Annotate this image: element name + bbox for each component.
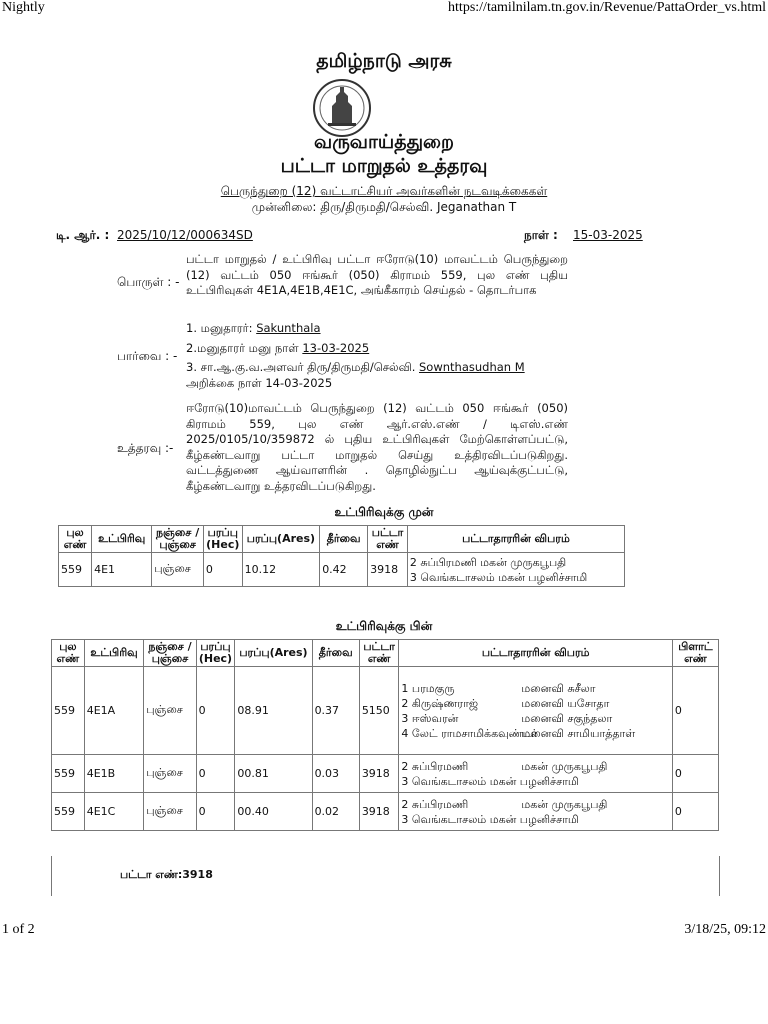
after-table (51, 639, 719, 831)
owner-relation: மனைவி சாமியாத்தாள் (521, 726, 636, 740)
cell-patta: 3918 (359, 793, 399, 831)
cell-type: புஞ்சை (144, 793, 196, 831)
col-header: பிளாட் எண் (672, 640, 718, 667)
owner-line (401, 681, 670, 696)
cell-owners (399, 667, 673, 755)
dept-title: வருவாய்த்துறை (314, 131, 454, 153)
owner-name: 2 சுப்பிரமணி (401, 797, 469, 811)
date-label: நாள் : (524, 228, 558, 242)
owner-name: 4 லேட் ராமசாமிக்கவுண்டர் (401, 726, 538, 740)
owner-name: 3 வெங்கடாசலம் மகன் பழனிச்சாமி (401, 812, 579, 826)
order-title: பட்டா மாறுதல் உத்தரவு (280, 155, 488, 177)
owner-name: 2 சுப்பிரமணி (401, 759, 469, 773)
cell-type: புஞ்சை (144, 667, 196, 755)
owner-line: 3 வெங்கடாசலம் மகன் பழனிச்சாமி (409, 570, 588, 584)
cell-patta: 3918 (368, 553, 408, 587)
col-header: தீர்வை (320, 526, 368, 553)
cell-sub: 4E1 (92, 553, 152, 587)
cell-tax: 0.03 (312, 755, 359, 793)
col-header: நஞ்சை / புஞ்சை (152, 526, 204, 553)
cell-tax: 0.42 (320, 553, 368, 587)
owner-line (401, 797, 670, 812)
col-header: பரப்பு(Ares) (235, 640, 312, 667)
cell-survey: 559 (59, 553, 92, 587)
table-row (59, 553, 625, 587)
cell-tax: 0.02 (312, 793, 359, 831)
cell-plot: 0 (672, 793, 718, 831)
ref-petitioner-label: 1. மனுதாரர்: (186, 321, 257, 335)
cell-tax: 0.37 (312, 667, 359, 755)
owner-line (401, 726, 670, 741)
gov-title: தமிழ்நாடு அரசு (316, 50, 452, 72)
cell-type: புஞ்சை (144, 755, 196, 793)
cell-hec: 0 (203, 553, 242, 587)
presence-line: முன்னிலை: திரு/திருமதி/செல்வி. Jeganathan T (251, 200, 517, 214)
ref-surveyor: Sownthasudhan M (419, 360, 525, 374)
owner-relation: மகன் முருகபூபதி (521, 759, 608, 773)
cell-owners (407, 553, 624, 587)
owner-relation: மனைவி யசோதா (521, 696, 610, 710)
subject-text: பட்டா மாறுதல் / உட்பிரிவு பட்டா ஈரோடு(10) மாவட்டம் பெருந்துறை (12) வட்டம் 050 ஈங்கூர் (050) கிராமம் 559, புல எண் புதிய உட்பிரிவுகள் 4E1A,4E1B,4E1C, அங்கீகாரம் செய்தல் - தொடர்பாக (186, 252, 568, 297)
cell-ares: 00.40 (235, 793, 312, 831)
cell-owners (399, 755, 673, 793)
col-header: புல எண் (52, 640, 85, 667)
owner-relation: மனைவி சகுந்தலா (521, 711, 613, 725)
owner-line: 2 சுப்பிரமணி மகன் முருகபூபதி (409, 555, 567, 569)
col-header: பட்டா எண் (368, 526, 408, 553)
col-header: உட்பிரிவு (92, 526, 152, 553)
ref-surveyor-label: 3. சா.ஆ.கு.வ.அளவர் திரு/திருமதி/செல்வி. (186, 360, 419, 374)
order-date: 15-03-2025 (573, 228, 643, 242)
ref-petitioner: Sakunthala (256, 321, 321, 335)
cell-sub: 4E1B (84, 755, 144, 793)
proceedings-line: பெருந்துறை (12) வட்டாட்சியர் அவர்களின் நடவடிக்கைகள் (220, 184, 548, 198)
cell-ares: 10.12 (242, 553, 320, 587)
owner-relation: மனைவி சுசீலா (521, 681, 596, 695)
cell-survey: 559 (52, 793, 85, 831)
cell-sub: 4E1A (84, 667, 144, 755)
ref-petition-date-label: 2.மனுதாரர் மனு நாள் (186, 340, 303, 355)
owner-relation: மகன் முருகபூபதி (521, 797, 608, 811)
after-heading: உட்பிரிவுக்கு பின் (335, 619, 433, 633)
cell-ares: 00.81 (235, 755, 312, 793)
reference-block (186, 321, 586, 391)
owner-line (401, 711, 670, 726)
table-row (52, 667, 719, 755)
cell-survey: 559 (52, 667, 85, 755)
cell-sub: 4E1C (84, 793, 144, 831)
ref-petition-date: 13-03-2025 (302, 340, 370, 355)
owner-line (401, 812, 670, 827)
owner-line (401, 696, 670, 711)
col-header: பட்டாதாரரின் விபரம் (399, 640, 673, 667)
order-text: ஈரோடு(10)மாவட்டம் பெருந்துறை (12) வட்டம் 050 ஈங்கூர் (050) கிராமம் 559, புல எண் ஆர்.எஸ்.எண் / டிஎஸ்.எண் 2025/0105/10/359872 ல் புதிய உட்பிரிவுகள் மேற்கொள்ளப்பட்டு, கீழ்கண்டவாறு பட்டா மாறுதல் செய்து உத்திரவிடப்படுகிறது. வட்டத்துணை ஆய்வாளரின் . தொழில்நுட்ப ஆய்வுக்குட்பட்டு, கீழ்கண்டவாறு உத்தரவிடப்படுகிறது. (186, 401, 568, 493)
print-footer-page: 1 of 2 (2, 922, 35, 937)
col-header: பரப்பு(Ares) (242, 526, 320, 553)
cell-hec: 0 (196, 755, 235, 793)
cell-hec: 0 (196, 667, 235, 755)
col-header: பரப்பு (Hec) (203, 526, 242, 553)
table-row (52, 755, 719, 793)
col-header: புல எண் (59, 526, 92, 553)
before-table (58, 525, 625, 587)
cell-survey: 559 (52, 755, 85, 793)
ref-label: டி. ஆர். : (56, 228, 110, 242)
table-row (52, 793, 719, 831)
cell-patta: 5150 (359, 667, 399, 755)
cell-patta: 3918 (359, 755, 399, 793)
col-header: உட்பிரிவு (84, 640, 144, 667)
col-header: நஞ்சை / புஞ்சை (144, 640, 196, 667)
col-header: பட்டாதாரரின் விபரம் (407, 526, 624, 553)
ref-report-date: அறிக்கை நாள் 14-03-2025 (186, 375, 333, 390)
cell-hec: 0 (196, 793, 235, 831)
cell-ares: 08.91 (235, 667, 312, 755)
cell-type: புஞ்சை (152, 553, 204, 587)
owner-line (401, 774, 670, 789)
order-label: உத்தரவு :- (117, 441, 174, 455)
print-header-title: Nightly (2, 0, 45, 15)
col-header: பட்டா எண் (359, 640, 399, 667)
patta-footer-box (51, 856, 720, 896)
tn-emblem-icon (302, 78, 382, 138)
print-header-url: https://tamilnilam.tn.gov.in/Revenue/PattaOrder_vs.html (448, 0, 766, 15)
print-footer-datetime: 3/18/25, 09:12 (684, 922, 766, 937)
owner-name: 3 வெங்கடாசலம் மகன் பழனிச்சாமி (401, 774, 579, 788)
col-header: பரப்பு (Hec) (196, 640, 235, 667)
cell-plot: 0 (672, 667, 718, 755)
cell-owners (399, 793, 673, 831)
patta-footer: பட்டா எண்:3918 (120, 868, 213, 881)
col-header: தீர்வை (312, 640, 359, 667)
ref-number: 2025/10/12/000634SD (117, 228, 253, 242)
owner-line (401, 759, 670, 774)
reference-label: பார்வை : - (117, 349, 178, 363)
cell-plot: 0 (672, 755, 718, 793)
owner-name: 2 கிருஷ்ணராஜ் (401, 696, 479, 710)
owner-name: 1 பரமகுரு (401, 681, 455, 695)
owner-name: 3 ஈஸ்வரன் (401, 711, 459, 725)
subject-label: பொருள் : - (117, 275, 180, 289)
before-heading: உட்பிரிவுக்கு முன் (334, 505, 434, 519)
